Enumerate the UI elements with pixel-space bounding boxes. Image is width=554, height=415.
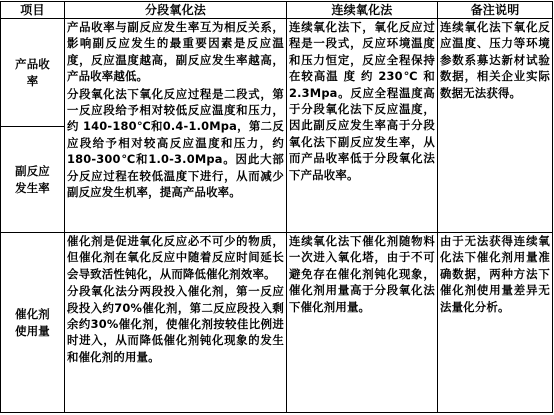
segmented-yield-paragraph-2: 分段氧化法下氧化反应过程是二段式，第一反应段给予相对较低反应温度和压力，约 140-180℃和0.4-1.0Mpa，第二反应段给予相对较高反应温度和压力，约180-300℃和1.0-3.0Mpa。因此大部分反应过程在较低温度下进行，从而减少副反应发生机率，提高产品收率。: [67, 86, 284, 200]
label-catalyst-usage: [1, 233, 65, 413]
label-side-reaction-line2: 发生率: [15, 180, 50, 195]
cell-segmented-catalyst: [65, 233, 287, 413]
header-continuous-oxidation: 连续氧化法: [287, 2, 438, 19]
segmented-catalyst-paragraph-2: 分段氧化法分两段投入催化剂，第一反应段投入约70%催化剂，第二反应段投入剩余约30%催化剂，使催化剂按较佳比例进时进入，从而降低催化剂钝化现象的发生和催化剂的用量。: [67, 284, 284, 364]
label-side-reaction-rate: [1, 127, 65, 233]
label-product-yield: [1, 19, 65, 127]
cell-notes-catalyst: 由于无法获得连续氧化法下催化剂用量准确数据，两种方法下催化剂使用量差异无法量化分析。: [438, 233, 553, 413]
row-catalyst-usage: [1, 233, 553, 413]
label-catalyst-line2: 使用量: [15, 323, 50, 338]
header-notes: 备注说明: [438, 2, 553, 19]
cell-segmented-yield-side: [65, 19, 287, 233]
header-segmented-oxidation: 分段氧化法: [65, 2, 287, 19]
segmented-yield-paragraph-1: 产品收率与副反应发生率互为相反关系，影响副反应发生的最重要因素是反应温度，反应温度越高，副反应发生率越高，产品收率越低。: [67, 20, 284, 84]
label-catalyst-line1: 催化剂: [15, 307, 50, 322]
comparison-table: [0, 1, 553, 413]
label-product-yield-line2: 率: [26, 73, 39, 88]
cell-continuous-catalyst: 连续氧化法下催化剂随物料一次进入氧化塔，由于不可避免存在催化剂钝化现象，催化剂用量高于分段氧化法下催化剂用量。: [287, 233, 438, 413]
label-product-yield-line1: 产品收: [15, 57, 50, 72]
header-item: 项目: [1, 2, 65, 19]
label-side-reaction-line1: 副反应: [15, 164, 50, 179]
cell-continuous-yield-side: 连续氧化法下，氧化反应过程是一段式，反应环境温度和压力恒定，反应全程保持在较高温 度 约 230℃ 和2.3Mpa。反应全程温度高于分段氧化法下反应温度，因此副反应发生率高于分段氧化法下副反应发生率，从而产品收率低于分段氧化法下产品收率。: [287, 19, 438, 233]
segmented-catalyst-paragraph-1: 催化剂是促进氧化反应必不可少的物质，但催化剂在氧化反应中随着反应时间延长会导致活性钝化，从而降低催化剂效率。: [67, 234, 284, 281]
row-product-yield: [1, 19, 553, 127]
header-row: [1, 2, 553, 19]
cell-notes-yield-side: 连续氧化法下氧化反应温度、压力等环境参数系募达新材试验数据，相关企业实际数据无法获得。: [438, 19, 553, 233]
